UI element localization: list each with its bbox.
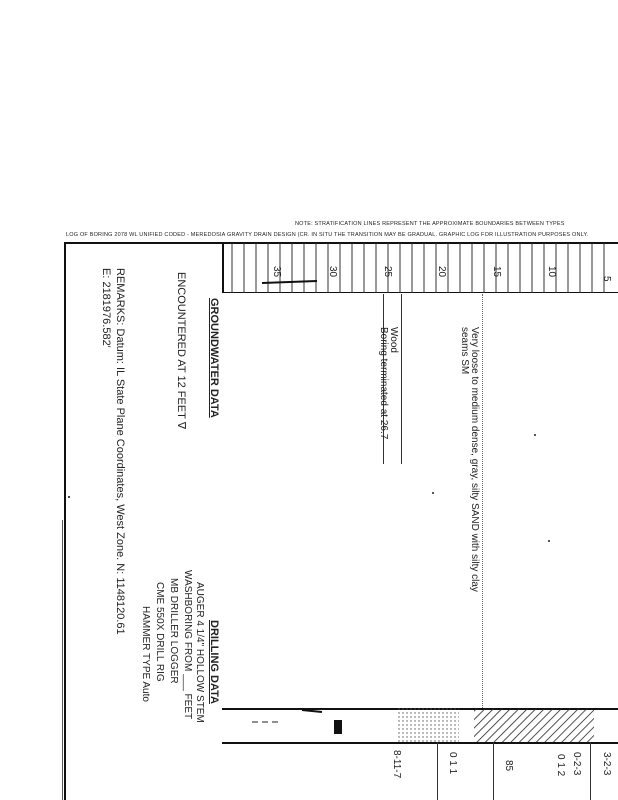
depth-label-20: 20 xyxy=(436,266,447,278)
termination-line xyxy=(401,294,402,464)
depth-label-35: 35 xyxy=(271,266,282,278)
sample-divider-1 xyxy=(437,742,438,800)
left-border-line xyxy=(64,243,66,800)
remarks-line-1: REMARKS: Datum: IL State Plane Coordinates, West Zone. N: 1148120.61 xyxy=(114,268,126,635)
soil-description-2: seams SM xyxy=(459,327,470,375)
blow-count-6: 3-2-3 xyxy=(601,752,612,776)
drilling-title: DRILLING DATA xyxy=(208,620,220,704)
scan-speck xyxy=(534,434,536,436)
drilling-driller: MB DRILLER LOGGER xyxy=(168,578,179,684)
soil-description-1: Very loose to medium dense, gray, silty SAND with silty clay xyxy=(469,327,480,592)
graphic-log-column xyxy=(222,708,618,742)
left-margin-mark xyxy=(62,520,63,800)
depth-label-30: 30 xyxy=(327,266,338,278)
remarks-line-2: E: 2181976.582' xyxy=(100,268,112,348)
blow-count-3: 85 xyxy=(503,760,514,772)
groundwater-encountered: ENCOUNTERED AT 12 FEET ∇ xyxy=(175,272,187,430)
sample-column-line-2 xyxy=(222,742,618,744)
scan-speck xyxy=(548,540,550,542)
wood-label: Wood xyxy=(388,327,399,353)
depth-label-5: 5 xyxy=(601,276,612,282)
scan-speck xyxy=(68,496,70,498)
depth-label-15: 15 xyxy=(491,266,502,278)
stratification-note: NOTE: STRATIFICATION LINES REPRESENT THE APPROXIMATE BOUNDARIES BETWEEN TYPES xyxy=(295,221,565,227)
soil-boundary-dotted xyxy=(482,294,483,708)
sample-divider-2 xyxy=(493,742,494,800)
drilling-hammer: HAMMER TYPE Auto xyxy=(140,606,151,702)
boring-log-header: LOG OF BORING 2078 WL UNIFIED CODED - MEREDOSIA GRAVITY DRAIN DESIGN (CR. IN SITU THE TRANSITION MAY BE GRADUAL. GRAPHIC LOG FOR ILLUSTRATION PURPOSES ONLY. xyxy=(66,232,589,238)
drilling-auger: AUGER 4 1/4" HOLLOW STEM xyxy=(194,582,205,723)
drilling-rig: CME 550X DRILL RIG xyxy=(154,582,165,682)
boring-termination-text: Boring terminated at 26.7 xyxy=(378,327,389,440)
depth-label-10: 10 xyxy=(546,266,557,278)
blow-count-1: 8-11-7 xyxy=(391,750,402,779)
blow-count-5: 0-2-3 xyxy=(571,752,582,776)
scan-speck xyxy=(432,492,434,494)
groundwater-title: GROUNDWATER DATA xyxy=(208,298,220,418)
blow-count-4: 0 1 2 xyxy=(555,754,566,777)
drilling-washboring: WASHBORING FROM ___ FEET xyxy=(182,570,193,720)
blow-count-2: 0 1 1 xyxy=(447,752,458,775)
depth-label-25: 25 xyxy=(382,266,393,278)
sample-divider-3 xyxy=(590,742,591,800)
